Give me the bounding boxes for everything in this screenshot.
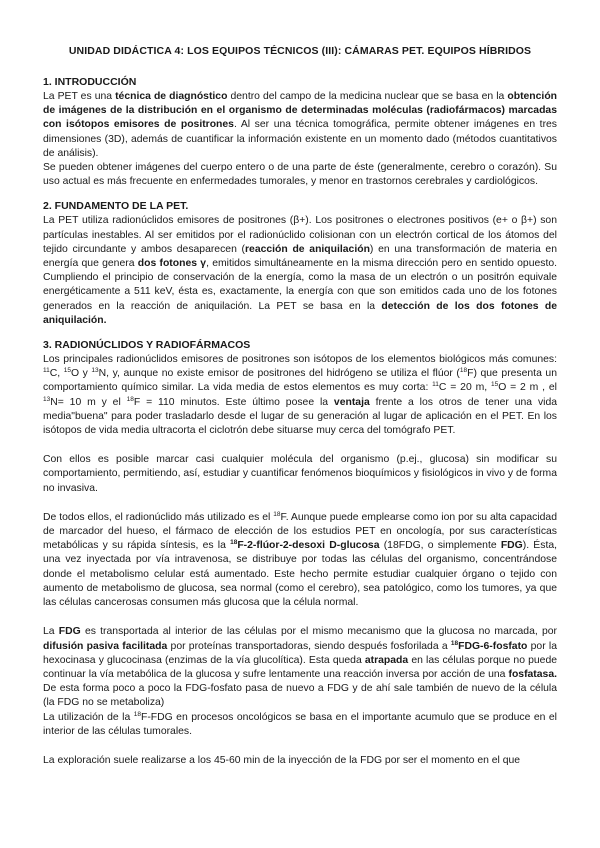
section-2-paragraph-1: La PET utiliza radionúclidos emisores de positrones (β+). Los positrones o electrones positivos (e+ o β+) son partículas inestables. Al ser emitidos por el radionúclido colisionan con un electrón cortical de los átomos del tejido circundante y ambos desaparecen (reacción de aniquilación) en una transformación de materia en energía que genera dos fotones γ, emitidos simultáneamente en la misma dirección pero en sentido opuesto. Cumpliendo el principio de conservación de la energía, como la masa de un electrón o un positrón equivale energéticamente a 511 keV, ésta es, exactamente, la energía con que son emitidos cada uno de los fotones generados en la reacción de aniquilación. La PET se basa en la detección de los dos fotones de aniquilación. <box>43 215 558 326</box>
section-1-paragraph-2: Se pueden obtener imágenes del cuerpo entero o de una parte de éste (generalmente, cerebro o corazón). Su uso actual es más frecuente en enfermedades tumorales, y menor en trastornos cerebrales y cardiológicos. <box>43 162 557 188</box>
section-3-heading: 3. RADIONÚCLIDOS Y RADIOFÁRMACOS <box>43 339 251 352</box>
section-3-paragraph-2: Con ellos es posible marcar casi cualquier molécula del organismo (p.ej., glucosa) sin modificar su comportamiento, permitiendo, así, estudiar y cuantificar fenómenos bioquímicos y fisiológicos in vivo y de forma no invasiva. <box>43 454 557 494</box>
section-3-paragraph-1: Los principales radionúclidos emisores de positrones son isótopos de los elementos biológicos más comunes: $^{11}$C, $^{15}$O y $^{13}$N, y, aunque no existe emisor de positrones del hidrógeno se utiliza el flúor ($^{18}$F) que presenta un comportamiento químico similar. La vida media de estos elementos es muy corta: $^{11}$C = 20 m, $^{15}$O = 2 m , el $^{13}$N= 10 m y el $^{18}$F = 110 minutos. Este último posee la ventaja frente a los otros de tener una vida media"buena" para poder trasladarlo desde el lugar de su generación al lugar de aplicación en el PET. En los isótopos de vida media ultracorta el ciclotrón debe situarse muy cerca del tomógrafo PET. <box>43 354 558 437</box>
section-2-heading: 2. FUNDAMENTO DE LA PET. <box>43 200 189 213</box>
section-1-paragraph-1: La PET es una técnica de diagnóstico dentro del campo de la medicina nuclear que se basa en la obtención de imágenes de la distribución en el organismo de determinadas moléculas (radiofármacos) marcadas con isótopos emisores de positrones. Al ser una técnica tomográfica, permite obtener imágenes en tres dimensiones (3D), además de cuantificar la información existente en un momento dado (métodos cuantitativos de análisis). <box>43 91 558 159</box>
section-3-paragraph-3: De todos ellos, el radionúclido más utilizado es el $^{18}$F. Aunque puede emplearse como ion por su alta capacidad de marcador del hueso, el fármaco de elección de los estudios PET en oncología, por sus características metabólicas y su rápida síntesis, es la $^{18}$F-2-flúor-2-desoxi D-glucosa (18FDG, o simplemente FDG). Ésta, una vez inyectada por vía intravenosa, se distribuye por todas las células del organismo, concentrándose donde el metabolismo celular está aumentado. Este hecho permite estudiar cualquier órgano o tejido con aumento de metabolismo de glucosa, sea normal (como el cerebro), sea patológico, como los tumores, ya que las células cancerosas consumen más glucosa que la célula normal. <box>43 510 557 609</box>
document-title: UNIDAD DIDÁCTICA 4: LOS EQUIPOS TÉCNICOS (III): CÁMARAS PET. EQUIPOS HÍBRIDOS <box>68 45 532 57</box>
section-3-paragraph-6: La exploración suele realizarse a los 45-60 min de la inyección de la FDG por ser el momento en el que <box>43 754 521 766</box>
section-3-paragraph-5: La utilización de la $^{18}$F-FDG en procesos oncológicos se basa en el importante acumulo que se produce en el interior de las células tumorales. <box>43 710 557 737</box>
section-3-paragraph-4: La FDG es transportada al interior de las células por el mismo mecanismo que la glucosa no marcada, por difusión pasiva facilitada por proteínas transportadoras, siendo después fosforilada a $^{18}$FDG-6-fosfato por la hexocinasa y glucocinasa (enzimas de la vía glucolítica). Esta queda atrapada en las células porque no puede continuar la vía metabólica de la glucosa y sufre lentamente una reacción inversa por acción de una fosfatasa. De esta forma poco a poco la FDG-fosfato pasa de nuevo a FDG y de ahí sale también de nuevo de la célula (la FDG no se metaboliza) <box>43 626 557 709</box>
section-1-heading: 1. INTRODUCCIÓN <box>43 76 137 88</box>
